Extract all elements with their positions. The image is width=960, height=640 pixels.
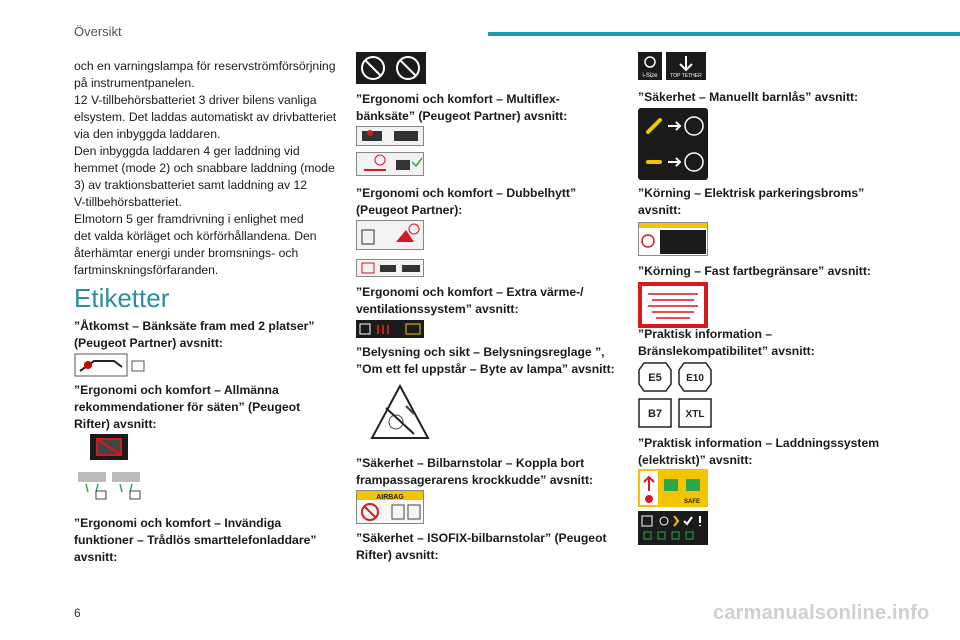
body-line: och en varningslampa för reservströmförsörjning xyxy=(74,59,336,73)
lamp-warning-icon xyxy=(370,384,430,442)
fuel-e10-badge xyxy=(678,362,712,392)
multiflex-label-1-icon xyxy=(356,126,424,146)
body-line: det valda körläget och körförhållandena. Den xyxy=(74,229,317,243)
label-heading: ”Säkerhet – Manuellt barnlås” avsnitt: xyxy=(638,90,859,104)
fuel-b7-text: B7 xyxy=(647,408,663,420)
label-heading: ”Körning – Fast fartbegränsare” avsnitt: xyxy=(638,264,871,278)
label-heading: ”Belysning och sikt – Belysningsreglage ”, xyxy=(356,345,605,359)
charging-system-label-icon xyxy=(638,511,708,545)
airbag-text: AIRBAG xyxy=(376,494,404,501)
seat-diagram-icon xyxy=(76,470,144,500)
isize-icon xyxy=(638,52,662,80)
body-line: via den inbyggda laddaren. xyxy=(74,127,221,141)
label-heading: ”Ergonomi och komfort – Invändiga xyxy=(74,516,282,530)
label-heading: avsnitt: xyxy=(74,550,118,564)
safe-text: SAFE xyxy=(683,499,701,505)
fuel-xtl-text: XTL xyxy=(685,409,705,420)
label-heading: (Peugeot Partner): xyxy=(356,203,463,217)
label-heading: ”Praktisk information – Laddningssystem xyxy=(638,436,880,450)
fuel-e5-badge xyxy=(638,362,672,392)
parking-brake-label-icon xyxy=(638,222,708,256)
label-heading: ”Ergonomi och komfort – Extra värme-/ xyxy=(356,285,584,299)
label-heading: Rifter) avsnitt: xyxy=(356,548,439,562)
header-accent-bar xyxy=(488,32,960,36)
multiflex-label-2-icon xyxy=(356,152,424,176)
charging-safety-label-icon xyxy=(638,469,708,507)
heater-label-icon xyxy=(356,320,424,338)
child-lock-label-icon xyxy=(638,108,708,180)
body-line: V-tillbehörsbatteriet. xyxy=(74,195,182,209)
no-object-label-icon xyxy=(356,52,426,84)
label-heading: ”Ergonomi och komfort – Multiflex- xyxy=(356,92,560,106)
top-tether-icon xyxy=(666,52,706,80)
label-heading: ”Körning – Elektrisk parkeringsbroms” xyxy=(638,186,865,200)
fuel-xtl-badge xyxy=(678,398,712,428)
double-cab-label-2-icon xyxy=(356,259,424,277)
body-line: hemmet (mode 2) och snabbare laddning (mode xyxy=(74,161,335,175)
body-line: fartminskningsförfaranden. xyxy=(74,263,219,277)
fuel-e10-text: E10 xyxy=(686,373,704,384)
label-heading: ”Om ett fel uppstår – Byte av lampa” avsnitt: xyxy=(356,362,615,376)
label-heading: ”Säkerhet – Bilbarnstolar – Koppla bort xyxy=(356,456,585,470)
body-line: elsystem. Det laddas automatiskt av drivbatteriet xyxy=(74,110,337,124)
watermark: carmanualsonline.info xyxy=(713,602,930,624)
label-heading: ”Åtkomst – Bänksäte fram med 2 platser” xyxy=(74,319,315,333)
header-section: Översikt xyxy=(74,24,122,39)
label-heading: bänksäte” (Peugeot Partner) avsnitt: xyxy=(356,109,568,123)
body-line: på instrumentpanelen. xyxy=(74,76,195,90)
seat-warning-label-icon xyxy=(90,434,128,460)
label-heading: rekommendationer för säten” (Peugeot xyxy=(74,400,301,414)
label-heading: ”Ergonomi och komfort – Allmänna xyxy=(74,383,279,397)
body-line: återhämtar energi under bromsnings- och xyxy=(74,246,299,260)
page-number: 6 xyxy=(74,606,81,620)
body-line: Den inbyggda laddaren 4 ger laddning vid xyxy=(74,144,300,158)
section-title: Etiketter xyxy=(74,283,170,313)
label-heading: (Peugeot Partner) avsnitt: xyxy=(74,336,223,350)
label-heading: ”Praktisk information – xyxy=(638,327,773,341)
isize-label: i-Size xyxy=(642,73,658,79)
label-heading: ventilationssystem” avsnitt: xyxy=(356,302,519,316)
body-line: 3) av traktionsbatteriet samt laddning av 12 xyxy=(74,178,308,192)
label-heading: (elektriskt)” avsnitt: xyxy=(638,453,753,467)
speed-limiter-label-icon xyxy=(638,282,708,328)
label-heading: funktioner – Trådlös smarttelefonladdare” xyxy=(74,533,317,547)
label-heading: frampassagerarens krockkudde” avsnitt: xyxy=(356,473,594,487)
double-cab-label-1-icon xyxy=(356,220,424,250)
label-heading: ”Säkerhet – ISOFIX-bilbarnstolar” (Peugeot xyxy=(356,531,607,545)
fuel-b7-badge xyxy=(638,398,672,428)
body-line: Elmotorn 5 ger framdrivning i enlighet med xyxy=(74,212,304,226)
label-heading: avsnitt: xyxy=(638,203,682,217)
label-heading: Bränslekompatibilitet” avsnitt: xyxy=(638,344,815,358)
bench-seat-label-icon xyxy=(74,353,146,377)
body-line: 12 V-tillbehörsbatteriet 3 driver bilens vanliga xyxy=(74,93,317,107)
label-heading: Rifter) avsnitt: xyxy=(74,417,157,431)
airbag-label xyxy=(356,490,424,524)
label-heading: ”Ergonomi och komfort – Dubbelhytt” xyxy=(356,186,577,200)
fuel-e5-text: E5 xyxy=(648,372,662,384)
top-tether-label: TOP TETHER xyxy=(670,73,702,79)
